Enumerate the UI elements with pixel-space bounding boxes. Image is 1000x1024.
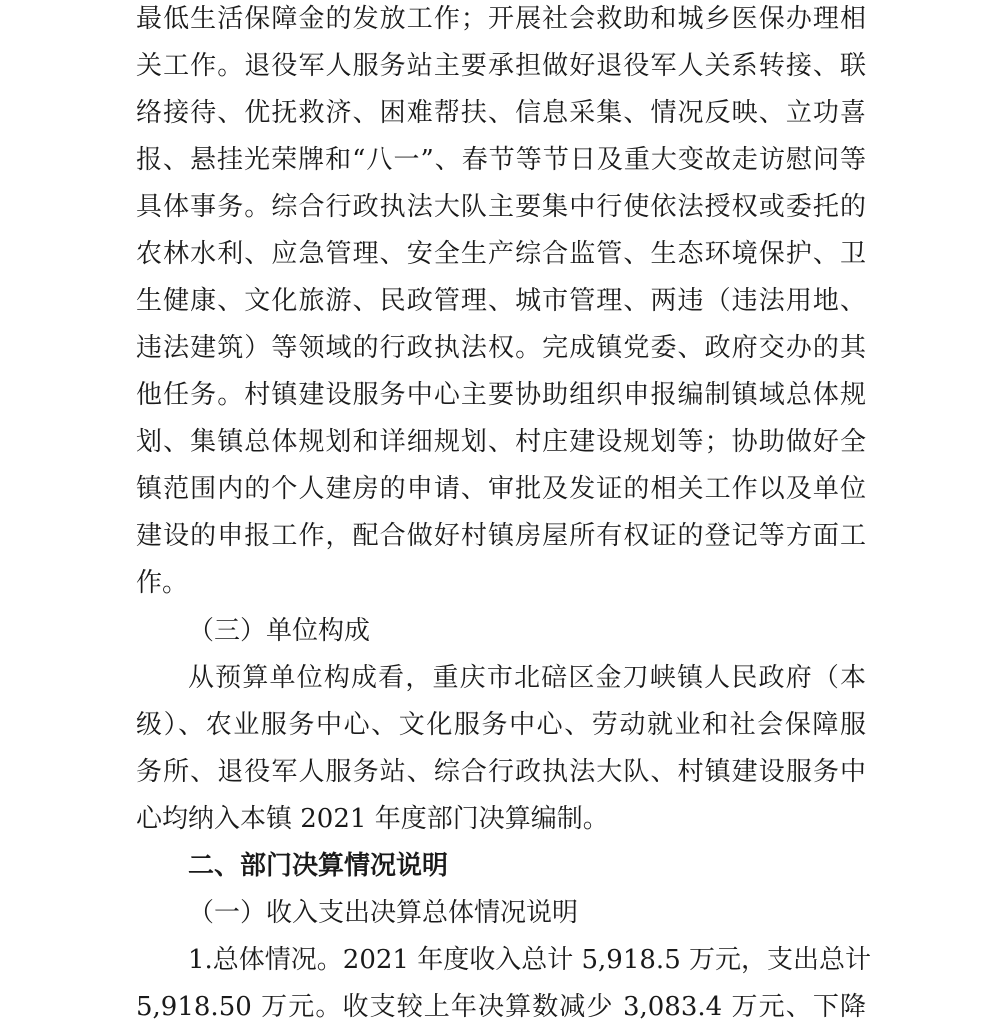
paragraph-line: 划、集镇总体规划和详细规划、村庄建设规划等；协助做好全 bbox=[136, 427, 866, 457]
paragraph-line: 从预算单位构成看，重庆市北碚区金刀峡镇人民政府（本 bbox=[188, 663, 866, 693]
paragraph-line: 建设的申报工作，配合做好村镇房屋所有权证的登记等方面工 bbox=[136, 521, 866, 551]
paragraph-line: 务所、退役军人服务站、综合行政执法大队、村镇建设服务中 bbox=[136, 757, 866, 787]
paragraph-line: 络接待、优抚救济、困难帮扶、信息采集、情况反映、立功喜 bbox=[136, 98, 866, 128]
paragraph-line: 镇范围内的个人建房的申请、审批及发证的相关工作以及单位 bbox=[136, 474, 866, 504]
subsection-heading: （一）收入支出决算总体情况说明 bbox=[188, 898, 579, 928]
paragraph-line: 违法建筑）等领域的行政执法权。完成镇党委、政府交办的其 bbox=[136, 333, 866, 363]
paragraph-line: 报、悬挂光荣牌和“八一”、春节等节日及重大变故走访慰问等 bbox=[136, 145, 866, 175]
paragraph-line: 心均纳入本镇 2021 年度部门决算编制。 bbox=[136, 804, 609, 834]
paragraph-line: 他任务。村镇建设服务中心主要协助组织申报编制镇域总体规 bbox=[136, 380, 866, 410]
paragraph-line: 生健康、文化旅游、民政管理、城市管理、两违（违法用地、 bbox=[136, 286, 866, 316]
section-heading: 二、部门决算情况说明 bbox=[188, 851, 449, 881]
paragraph-line: 级）、农业服务中心、文化服务中心、劳动就业和社会保障服 bbox=[136, 710, 866, 740]
paragraph-line: 1.总体情况。2021 年度收入总计 5,918.5 万元，支出总计 bbox=[188, 945, 872, 975]
paragraph-line: 关工作。退役军人服务站主要承担做好退役军人关系转接、联 bbox=[136, 51, 866, 81]
paragraph-line: 作。 bbox=[136, 568, 189, 598]
subsection-heading: （三）单位构成 bbox=[188, 616, 371, 646]
paragraph-line: 5,918.50 万元。收支较上年决算数减少 3,083.4 万元、下降 bbox=[136, 992, 866, 1022]
paragraph-line: 最低生活保障金的发放工作；开展社会救助和城乡医保办理相 bbox=[136, 4, 866, 34]
paragraph-line: 农林水利、应急管理、安全生产综合监管、生态环境保护、卫 bbox=[136, 239, 866, 269]
paragraph-line: 具体事务。综合行政执法大队主要集中行使依法授权或委托的 bbox=[136, 192, 866, 222]
